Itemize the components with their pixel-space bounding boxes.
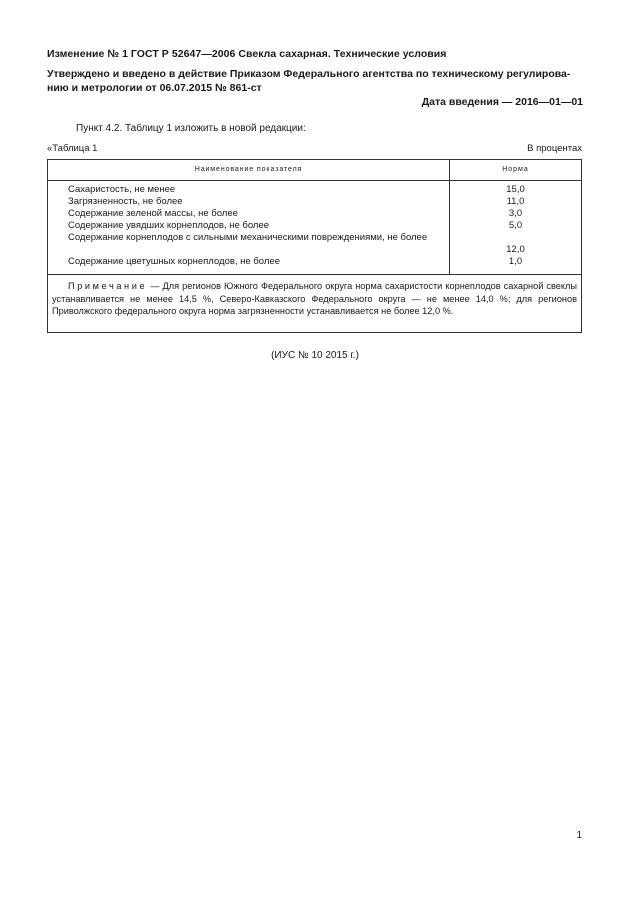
header-norm: Норма <box>502 166 529 173</box>
row-name: Загрязненность, не более <box>68 196 183 207</box>
row-name: Сахаристость, не менее <box>68 184 176 195</box>
approval-line-1: Утверждено и введено в действие Приказом Федерального агентства по техническому регулирова- <box>47 68 571 80</box>
clause-text: Пункт 4.2. Таблицу 1 изложить в новой редакции: <box>76 123 306 134</box>
document-title: Изменение № 1 ГОСТ Р 52647—2006 Свекла сахарная. Технические условия <box>47 48 447 60</box>
note-lead: Примечание <box>68 281 148 291</box>
row-value: 11,0 <box>506 196 525 207</box>
introduction-date: Дата введения — 2016—01—01 <box>421 96 583 108</box>
row-value: 3,0 <box>508 208 523 219</box>
page-number: 1 <box>576 830 582 841</box>
row-name: Содержание увядших корнеплодов, не более <box>68 220 270 231</box>
row-name: Содержание зеленой массы, не более <box>68 208 238 219</box>
table-note <box>48 274 581 318</box>
row-value: 15,0 <box>506 184 525 195</box>
table-header <box>48 160 581 181</box>
table-body <box>48 180 581 275</box>
indicators-table <box>47 159 582 333</box>
row-value: 1,0 <box>508 256 523 267</box>
approval-line-2: нию и метрологии от 06.07.2015 № 861-ст <box>47 82 262 94</box>
row-name: Содержание цветушных корнеплодов, не более <box>68 256 280 267</box>
row-value: 12,0 <box>506 244 525 255</box>
source-reference: (ИУС № 10 2015 г.) <box>271 350 359 361</box>
table-caption: «Таблица 1 <box>47 143 98 154</box>
header-indicator-name: Наименование показателя <box>48 160 450 180</box>
approval-statement <box>47 67 587 95</box>
row-name: Содержание корнеплодов с сильными механическими повреждениями, не более <box>68 232 428 243</box>
table-unit: В процентах <box>527 143 582 154</box>
note-text: — Для регионов Южного Федерального округа норма сахаристости корнеплодов сахарной свеклы устанавливается не менее 14,5 %, Северо-Кавказского Федерального округа — не менее 14,0 %; для регионов Приволжского федерального округа норма загрязненности устанавливается не более 12,0 %. <box>52 281 577 316</box>
row-value: 5,0 <box>508 220 523 231</box>
